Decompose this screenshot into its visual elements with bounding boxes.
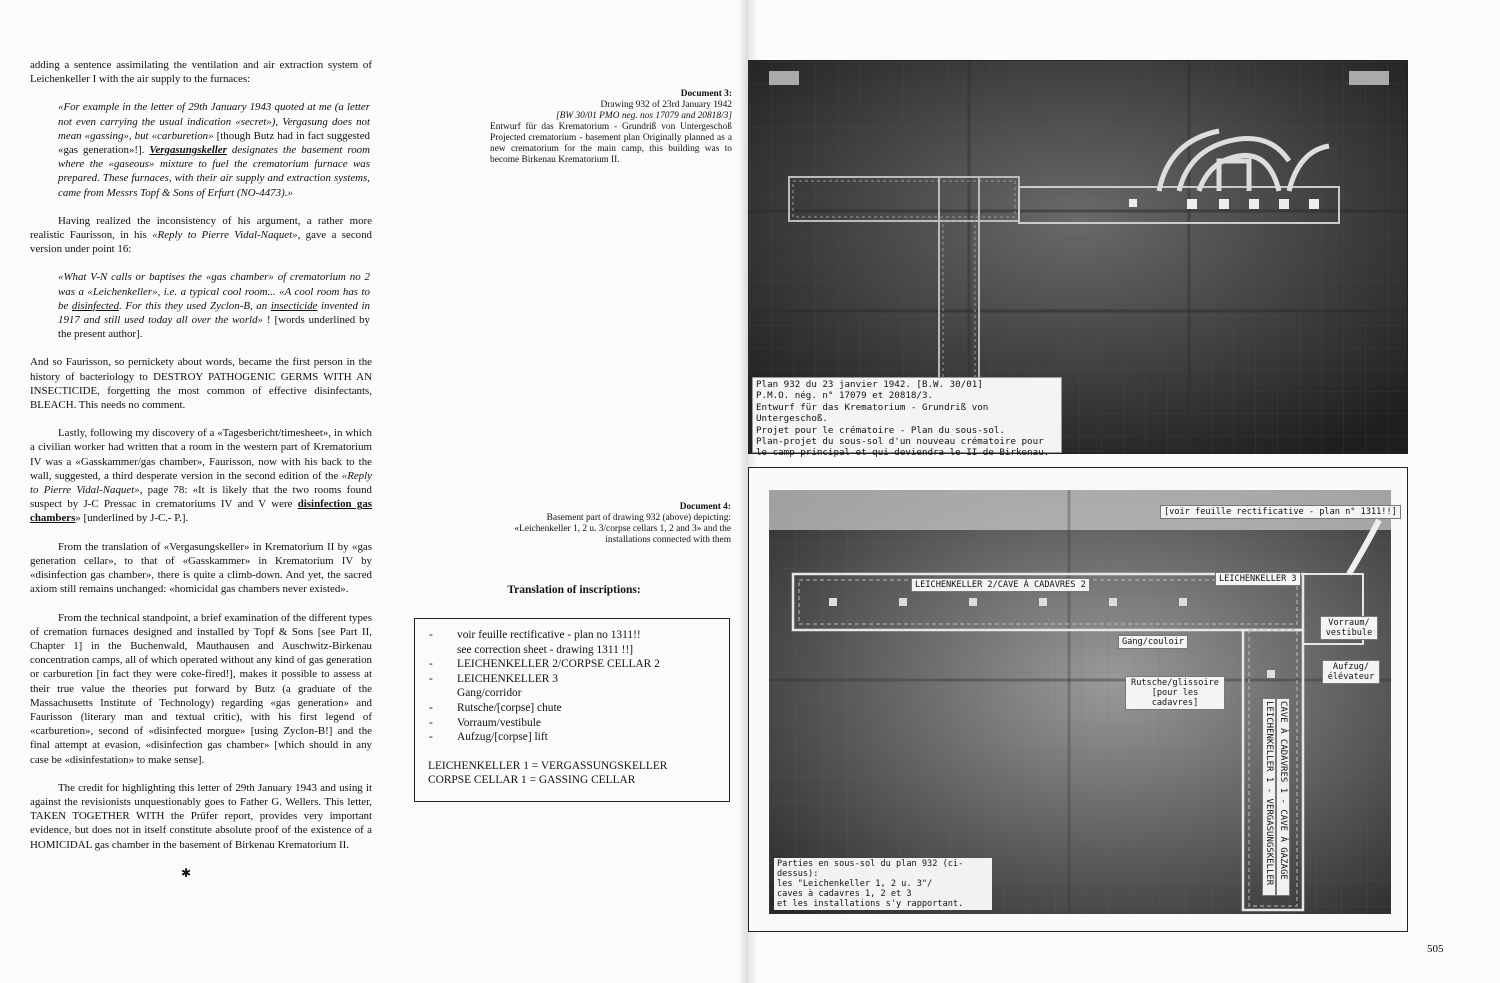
doc3-line1: Drawing 932 of 23rd January 1942	[600, 100, 732, 110]
translation-row	[415, 686, 729, 701]
paragraph-1: adding a sentence assimilating the ventilation and air extraction system of Leichenkeller I with the air supply to the furnaces:	[30, 59, 372, 86]
leichenkeller-1-label: LEICHENKELLER 1 - VERGASUNGSKELLER	[1262, 698, 1276, 896]
translation-row	[415, 628, 729, 643]
paragraph-3: And so Faurisson, so pernickety about words, became the first person in the history of bacteriology to DESTROY PATHOGENIC GERMS WITH AN INSECTICIDE, forgetting the most common of effective disinfectants, BLEACH. This needs no comment.	[30, 356, 372, 412]
p4-c: , page 78: «It is likely that the two rooms found suspect by J-C Pressac in crematoriums IV and V were	[30, 484, 372, 511]
voir-label: [voir feuille rectificative - plan n° 1311!!]	[1160, 505, 1401, 519]
document-4-plan-image	[769, 490, 1391, 914]
aufzug-label: Aufzug/ élévateur	[1322, 660, 1380, 684]
translation-foot-2: CORPSE CELLAR 1 = GASSING CELLAR	[428, 774, 636, 787]
left-column	[30, 58, 372, 880]
paragraph-4	[30, 426, 372, 525]
row-dash: -	[429, 701, 433, 714]
quote-1-a: «For example in the letter of 29th January 1943 quoted at me (a letter not even carrying the usual indication «secret»), Vergasung does not mean «gassing», but «carburetion»	[58, 101, 370, 142]
row-text: see correction sheet - drawing 1311 !!]	[457, 643, 634, 656]
parties-line-2: les "Leichenkeller 1, 2 u. 3"/	[777, 879, 933, 889]
q2-e: invented in 1917 and still used today all over the world»	[58, 299, 370, 327]
row-text: voir feuille rectificative - plan no 1311!!	[457, 629, 641, 641]
doc3-title: Document 3:	[680, 89, 732, 99]
document-3-label	[752, 377, 1062, 459]
row-dash: -	[429, 672, 433, 685]
row-dash	[415, 686, 457, 701]
p4-a: Lastly, following my discovery of a «Tagesbericht/timesheet», in which a civilian worker had written that a room in the western part of Krematorium IV was a «Gasskammer/gas chamber», Faurisson, now with his back to the wall, suggested, a third desperate version in the second edition of the	[30, 427, 372, 482]
row-text: Vorraum/vestibule	[457, 716, 541, 729]
q2-insecticide: insecticide	[270, 299, 318, 312]
translation-title: Translation of inscriptions:	[507, 584, 641, 596]
leichenkeller-2-label: LEICHENKELLER 2/CAVE À CADAVRES 2	[911, 578, 1090, 592]
cave-1-label: CAVE À CADAVRES 1 - CAVE À GAZAGE	[1276, 698, 1290, 896]
row-text: Rutsche/[corpse] chute	[457, 701, 562, 714]
end-star: ✱	[180, 865, 192, 880]
leichenkeller-3-label: LEICHENKELLER 3	[1215, 572, 1301, 586]
p2-a: Having realized the inconsistency of his argument, a rather more realistic Faurisson, in his	[30, 214, 372, 242]
paragraph-2	[30, 214, 372, 257]
p2-title: «Reply to Pierre Vidal-Naquet»	[152, 229, 298, 242]
translation-row	[415, 716, 729, 731]
gang-label: Gang/couloir	[1118, 635, 1188, 649]
row-text: LEICHENKELLER 3	[457, 672, 558, 685]
parties-line-1: Parties en sous-sol du plan 932 (ci-dessus):	[777, 859, 964, 879]
doc3-label-4: Projet pour le crématoire - Plan du sous-sol.	[756, 424, 1005, 436]
doc3-label-6: le camp principal et qui deviendra le II de Birkenau.	[756, 447, 1050, 459]
translation-row	[415, 730, 729, 745]
q2-c: . For this they used Zyclon-B, an	[119, 299, 271, 312]
quote-1-keyword: Vergasungskeller	[149, 144, 227, 157]
rutsche-label: Rutsche/glissoire [pour les cadavres]	[1125, 676, 1225, 710]
translation-row	[415, 672, 729, 687]
doc3-line2: [BW 30/01 PMO neg. nos 17079 and 20818/3]	[555, 111, 732, 121]
row-text: LEICHENKELLER 2/CORPSE CELLAR 2	[457, 658, 660, 671]
row-dash	[415, 643, 457, 658]
doc3-label-3: Entwurf für das Krematorium - Grundriß von Untergeschoß.	[756, 401, 989, 425]
quote-1	[30, 100, 372, 199]
quote-1-b: [though Butz had in fact suggested «gas generation»!].	[58, 129, 370, 157]
doc3-label-1: Plan 932 du 23 janvier 1942. [B.W. 30/01]	[756, 379, 983, 390]
page-number: 505	[1427, 943, 1444, 955]
q2-disinfected: disinfected	[71, 299, 120, 312]
p4-e: » [underlined by J-C.- P.].	[75, 512, 189, 525]
doc3-label-2: P.M.O. nég. n° 17079 et 20818/3.	[756, 390, 934, 402]
row-dash: -	[429, 716, 433, 729]
row-text: Aufzug/[corpse] lift	[457, 731, 548, 744]
translation-foot-1: LEICHENKELLER 1 = VERGASSUNGSKELLER	[428, 759, 668, 772]
doc4-line1: Basement part of drawing 932 (above) depicting: «Leichenkeller 1, 2 u. 3/corpse cellars 1, 2 and 3» and the installations connected with them	[514, 513, 731, 545]
doc4-title: Document 4:	[679, 502, 731, 512]
row-dash: -	[429, 731, 433, 744]
doc3-line3: Entwurf für das Krematorium - Grundriß von Untergeschoß Projected crematorium - basement plan Originally planned as a new crematorium for the main camp, this building was to become Birkenau Krematorium II.	[490, 122, 732, 165]
row-text: Gang/corridor	[457, 687, 522, 700]
doc3-label-5: Plan-projet du sous-sol d'un nouveau crématoire pour	[756, 436, 1044, 448]
translation-box	[414, 618, 730, 802]
quote-1-d: designates the basement room where the «gaseous» mixture to fuel the crematorium furnace was prepared. These furnaces, with their air supply and extraction systems, came from Messrs Topf & Sons of Erfurt (NO-4473).»	[58, 144, 370, 199]
paragraph-7: The credit for highlighting this letter of 29th January 1943 and using it against the revisionists unquestionably goes to Father G. Wellers. This letter, TAKEN TOGETHER WITH the Prüfer report, provides very important evidence, but does not in itself constitute absolute proof of the existence of a HOMICIDAL gas chamber in the basement of Birkenau Krematorium II.	[30, 781, 372, 851]
translation-row	[415, 643, 729, 658]
row-dash: -	[429, 658, 433, 671]
p4-underlined: disinfection gas chambers	[30, 498, 372, 525]
row-dash: -	[429, 629, 433, 641]
parties-label	[774, 858, 992, 910]
paragraph-5: From the translation of «Vergasungskeller» in Krematorium II by «gas generation cellar», to that of «Gasskammer» in Krematorium IV by «disinfection gas chamber», there is quite a climb-down. And yet, the sacred axiom still remains unchanged: «homicidal gas chambers never existed».	[30, 540, 372, 596]
q2-a: «What V-N calls or baptises the «gas chamber» of crematorium no 2 was a «Leichenkeller», i.e. a typical cool room... «A cool room has to be	[58, 271, 370, 312]
quote-2	[30, 270, 372, 341]
p2-c: , gave a second version under point 16:	[30, 229, 372, 256]
p4-title: «Reply to Pierre Vidal-Naquet»	[30, 469, 372, 497]
translation-row	[415, 657, 729, 672]
vorraum-label: Vorraum/ vestibule	[1320, 616, 1378, 640]
q2-f: ! [words underlined by the present author].	[58, 314, 370, 341]
translation-row	[415, 701, 729, 716]
paragraph-6: From the technical standpoint, a brief examination of the different types of cremation furnaces designed and installed by Topf & Sons [see Part II, Chapter 1] in the Buchenwald, Mauthausen and Auschwitz-Birkenau concentration camps, all of which operated without any kind of gas generation or carburetion [in fact they were coke-fired!], makes it possible to assess at their true value the theories put forward by Butz (a graduate of the Massachusetts Institute of Technology) regarding «gas generation» and Faurisson (literary man and textual critic), with his first legend of «carburetion», second of «disinfected morgue» [using Zyclon-B!] and the final attempt at evasion, «disinfection gas chamber» [which should in any case be «disinfestation» to make sense].	[30, 611, 372, 766]
document-4-caption	[505, 502, 731, 546]
document-3-caption	[490, 89, 732, 166]
parties-line-4: et les installations s'y rapportant.	[777, 899, 964, 909]
parties-line-3: caves à cadavres 1, 2 et 3	[777, 889, 912, 899]
